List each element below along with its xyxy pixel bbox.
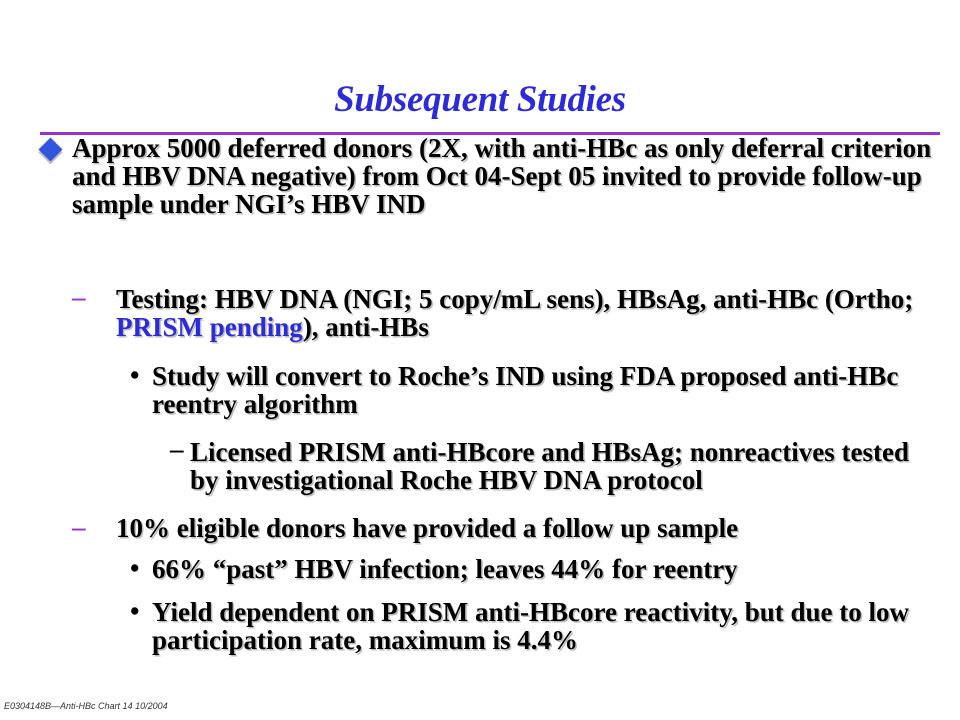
prism-pending-highlight: PRISM pending (116, 312, 303, 342)
main-bullet-text: Approx 5000 deferred donors (2X, with anti-HBc as only deferral criterion and HBV DNA negative) from Oct 04-Sept 05 invited to provide follow-up sample under NGI’s HBV IND (72, 133, 932, 219)
licensed-prism-text: Licensed PRISM anti-HBcore and HBsAg; nonreactives tested by investigational Roche HBV DNA protocol (190, 437, 909, 495)
past-infection-text: 66% “past” HBV infection; leaves 44% for reentry (152, 554, 738, 584)
testing-text (116, 285, 936, 341)
testing-text-suffix: ), anti-HBs (302, 312, 429, 342)
dash-bullet: – (170, 434, 184, 464)
dash-bullet: – (72, 282, 86, 312)
testing-text-prefix: Testing: HBV DNA (NGI; 5 copy/mL sens), HBsAg, anti-HBc (Ortho; (116, 284, 914, 314)
follow-up-text: 10% eligible donors have provided a follow up sample (116, 513, 739, 543)
diamond-bullet-icon (38, 137, 62, 161)
slide-title: Subsequent Studies (334, 79, 626, 120)
yield-text: Yield dependent on PRISM anti-HBcore reactivity, but due to low participation rate, maximum is 4.4% (152, 597, 910, 655)
dot-bullet: • (130, 360, 140, 390)
roche-ind-text: Study will convert to Roche’s IND using FDA proposed anti-HBc reentry algorithm (152, 361, 899, 419)
slide-footer: E0304148B—Anti-HBc Chart 14 10/2004 (4, 701, 168, 711)
dot-bullet: • (130, 596, 140, 626)
dot-bullet: • (130, 553, 140, 583)
dash-bullet: – (72, 512, 86, 542)
